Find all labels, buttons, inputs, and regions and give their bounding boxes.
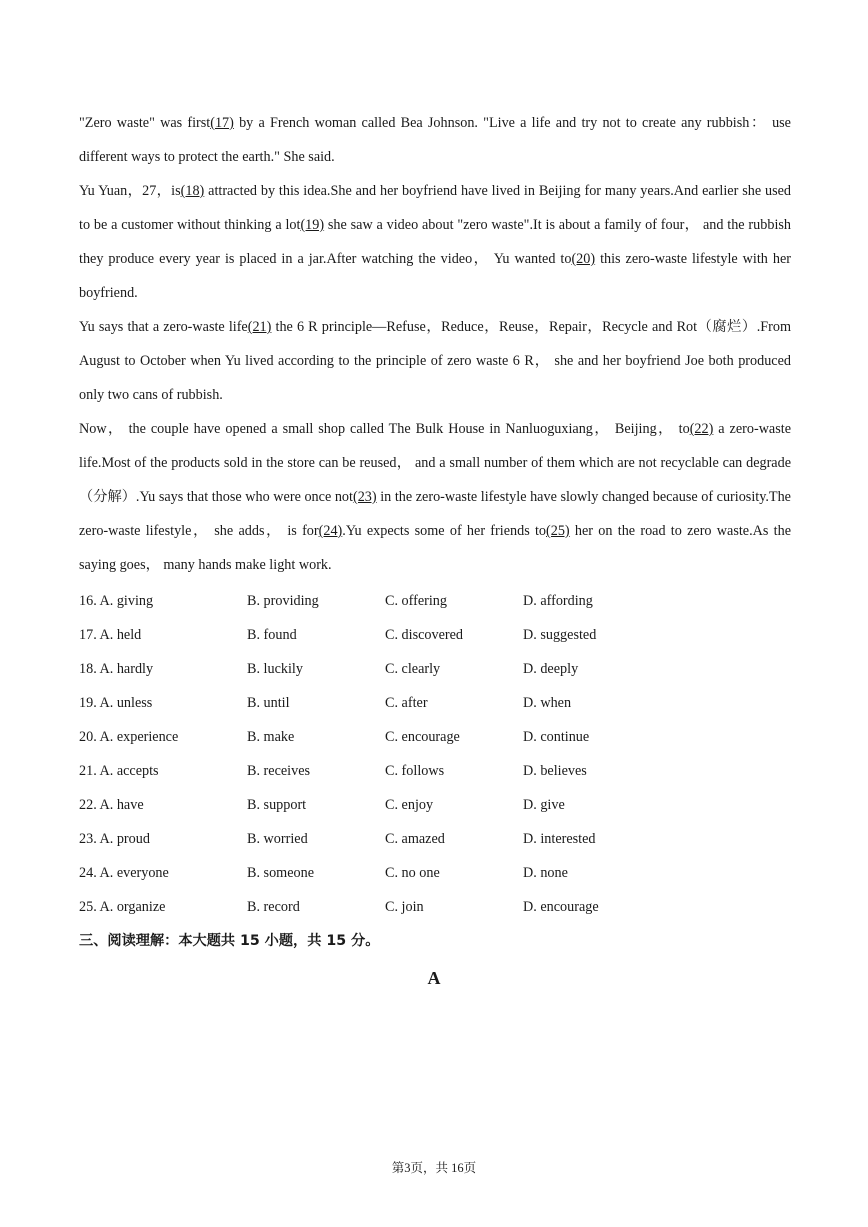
option-c: C. amazed bbox=[385, 831, 445, 848]
paragraph bbox=[79, 310, 791, 412]
option-c: C. after bbox=[385, 694, 428, 711]
option-a: 23. A. proud bbox=[79, 831, 150, 848]
option-d: D. encourage bbox=[523, 899, 599, 916]
option-a: 18. A. hardly bbox=[79, 660, 154, 677]
option-a: 22. A. have bbox=[79, 797, 144, 814]
question-row bbox=[79, 754, 779, 788]
option-a: 20. A. experience bbox=[79, 728, 179, 745]
options-list bbox=[79, 584, 779, 925]
passage-text: attracted by this idea.She and her boyfriend have lived in Beijing for many years.And earlier she used to be a customer without thinking a lot bbox=[79, 183, 791, 233]
passage-text: she saw a video about "zero waste".It is about a family of four， and the rubbish they produce every year is placed in a jar.After watching the video， Yu wanted to bbox=[79, 217, 791, 267]
passage-text: Yu says that a zero-waste life bbox=[79, 319, 248, 335]
passage-text: in the zero-waste lifestyle have slowly changed because of curiosity.The zero-waste lifestyle， she adds， is for bbox=[79, 489, 791, 539]
paragraph bbox=[79, 106, 791, 174]
paragraph bbox=[79, 412, 791, 582]
question-row bbox=[79, 857, 779, 891]
blank-number: (25) bbox=[546, 523, 570, 539]
paragraph bbox=[79, 174, 791, 310]
blank-number: (17) bbox=[210, 115, 234, 131]
page-footer: 第3页，共 16页 bbox=[391, 1161, 477, 1175]
passage-subtitle: A bbox=[427, 968, 441, 988]
option-b: B. until bbox=[247, 694, 290, 711]
option-b: B. record bbox=[247, 899, 300, 916]
option-d: D. give bbox=[523, 797, 565, 814]
option-a: 16. A. giving bbox=[79, 592, 154, 609]
option-d: D. when bbox=[523, 694, 572, 711]
passage-text: by a French woman called Bea Johnson. "Live a life and try not to create any rubbish： use different ways to protect the earth." She said. bbox=[79, 115, 791, 165]
option-b: B. providing bbox=[247, 592, 319, 609]
blank-number: (20) bbox=[571, 251, 596, 267]
blank-number: (19) bbox=[300, 217, 325, 233]
section-heading: 三、阅读理解：本大题共 15 小题，共 15 分。 bbox=[79, 933, 380, 949]
passage-text: the 6 R principle—Refuse，Reduce，Reuse，Repair，Recycle and Rot（腐烂）.From August to October when Yu lived according to the principle of zero waste 6 R， she and her boyfriend Joe both produced only two cans of rubbish. bbox=[79, 319, 791, 403]
option-c: C. offering bbox=[385, 592, 447, 609]
question-row bbox=[79, 891, 779, 925]
question-row bbox=[79, 652, 779, 686]
option-a: 25. A. organize bbox=[79, 899, 166, 916]
passage-text: Now， the couple have opened a small shop called The Bulk House in Nanluoguxiang， Beijing， to bbox=[79, 421, 690, 437]
passage-text: this zero-waste lifestyle with her boyfriend. bbox=[79, 251, 791, 301]
passage-text: Yu Yuan，27，is bbox=[79, 183, 181, 199]
passage-text: .Yu expects some of her friends to bbox=[342, 523, 547, 539]
option-d: D. deeply bbox=[523, 660, 579, 677]
option-c: C. encourage bbox=[385, 728, 460, 745]
option-c: C. clearly bbox=[385, 660, 441, 677]
option-b: B. found bbox=[247, 626, 297, 643]
blank-number: (24) bbox=[318, 523, 343, 539]
option-d: D. affording bbox=[523, 592, 593, 609]
option-c: C. enjoy bbox=[385, 797, 434, 814]
option-a: 19. A. unless bbox=[79, 694, 153, 711]
question-row bbox=[79, 686, 779, 720]
option-d: D. continue bbox=[523, 728, 590, 745]
question-row bbox=[79, 789, 779, 823]
option-b: B. support bbox=[247, 797, 307, 814]
option-d: D. suggested bbox=[523, 626, 597, 643]
option-c: C. discovered bbox=[385, 626, 464, 643]
option-d: D. none bbox=[523, 865, 568, 882]
option-a: 24. A. everyone bbox=[79, 865, 169, 882]
option-d: D. believes bbox=[523, 763, 587, 780]
question-row bbox=[79, 584, 779, 618]
option-a: 21. A. accepts bbox=[79, 763, 159, 780]
passage-text: "Zero waste" was first bbox=[79, 115, 211, 131]
option-d: D. interested bbox=[523, 831, 596, 848]
blank-number: (21) bbox=[247, 319, 272, 335]
option-b: B. luckily bbox=[247, 660, 303, 677]
blank-number: (18) bbox=[180, 183, 205, 199]
passage-text: her on the road to zero waste.As the saying goes， many hands make light work. bbox=[79, 523, 791, 573]
blank-number: (22) bbox=[689, 421, 714, 437]
option-b: B. worried bbox=[247, 831, 308, 848]
option-b: B. receives bbox=[247, 763, 311, 780]
option-c: C. join bbox=[385, 899, 424, 916]
question-row bbox=[79, 823, 779, 857]
option-b: B. someone bbox=[247, 865, 314, 882]
blank-number: (23) bbox=[352, 489, 377, 505]
option-c: C. no one bbox=[385, 865, 440, 882]
question-row bbox=[79, 720, 779, 754]
option-c: C. follows bbox=[385, 763, 445, 780]
passage bbox=[79, 106, 791, 582]
passage-text: a zero-waste life.Most of the products sold in the store can be reused， and a small number of them which are not recyclable can degrade （分解）.Yu says that those who were once not bbox=[79, 421, 791, 505]
option-b: B. make bbox=[247, 728, 295, 745]
question-row bbox=[79, 618, 779, 652]
option-a: 17. A. held bbox=[79, 626, 142, 643]
